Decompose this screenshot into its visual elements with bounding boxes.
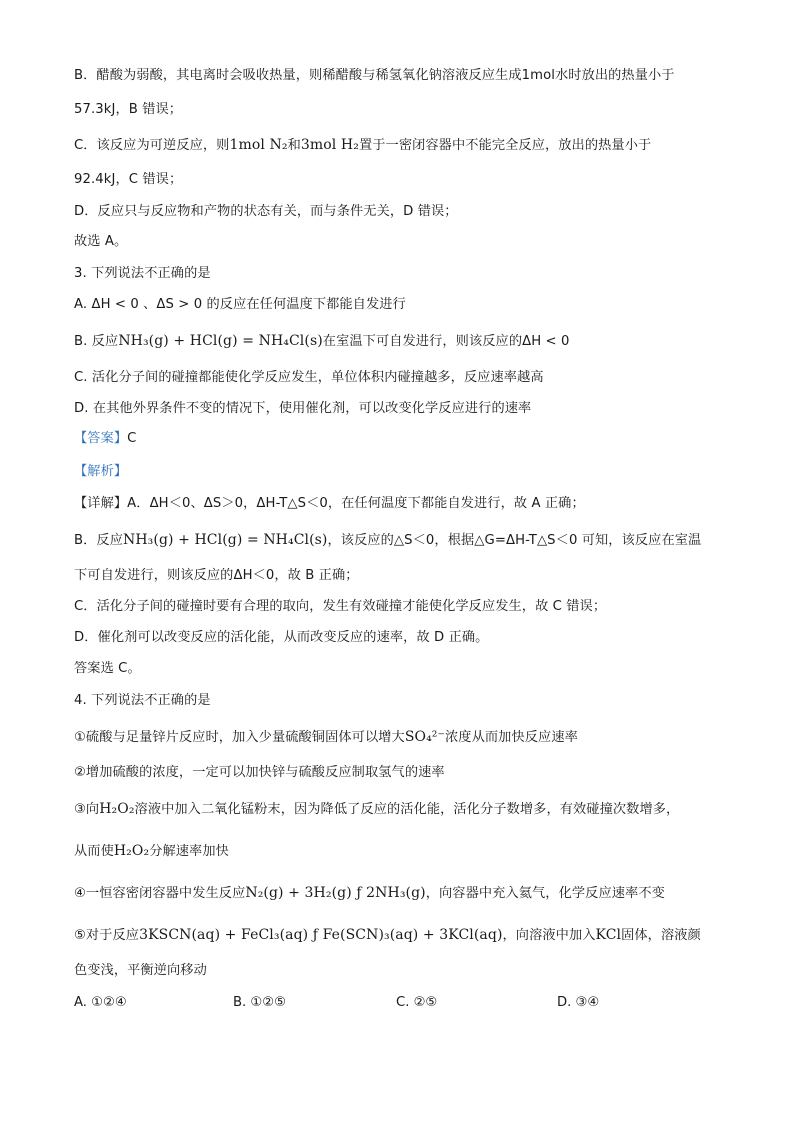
formula: SO₄²⁻ [404,729,446,745]
text-span: ①硫酸与足量锌片反应时，加入少量硫酸铜固体可以增大 [74,730,405,745]
formula: KCl [595,927,622,943]
question-4: 4. 下列说法不正确的是 [74,693,211,708]
statement-5-cont: 色变浅，平衡逆向移动 [74,963,207,978]
statement-3-cont [74,842,229,861]
formula: H₂O₂ [113,843,150,859]
text-span: 分解速率加快 [149,844,229,859]
text-span: ，该反应的△S＜0，根据△G=ΔH-T△S＜0 可知，该反应在室温 [327,533,702,548]
choice-d: D. ③④ [557,995,600,1010]
text-span: 置于一密闭容器中不能完全反应，放出的热量小于 [358,138,652,153]
question-3: 3. 下列说法不正确的是 [74,266,211,281]
text-line: 下可自发进行，则该反应的ΔH＜0，故 B 正确； [74,568,359,583]
answer-value: C [127,431,137,446]
answer-line [74,430,136,448]
analysis-line [74,463,127,481]
text-span: ⑤对于反应 [74,928,140,943]
text-line: 故选 A。 [74,234,128,249]
formula: NH₃(g) + HCl(g) = NH₄Cl(s) [118,333,323,349]
text-span: 固体，溶液颜 [621,928,701,943]
text-line: 答案选 C。 [74,661,141,676]
text-span: ③向 [74,802,100,817]
text-span: 溶液中加入二氧化锰粉末，因为降低了反应的活化能，活化分子数增多，有效碰撞次数增多， [134,802,680,817]
answer-tag: 【答案】 [74,431,128,446]
option-c: C. 活化分子间的碰撞都能使化学反应发生，单位体积内碰撞越多，反应速率越高 [74,370,544,385]
text-span: 在室温下可自发进行，则该反应的ΔH < 0 [322,334,570,349]
formula: H₂O₂ [99,801,135,817]
detail-line [74,495,585,513]
statement-3 [74,800,679,819]
text-line: 57.3kJ，B 错误； [74,102,183,117]
option-b [74,332,569,351]
formula: 3mol H₂ [300,137,359,153]
choice-a: A. ①②④ [74,995,127,1010]
text-span: B. 反应 [74,334,119,349]
text-span: C．该反应为可逆反应，则 [74,138,230,153]
formula: N₂(g) + 3H₂(g) ƒ 2NH₃(g) [245,885,426,901]
text-span: ，向容器中充入氦气，化学反应速率不变 [425,886,665,901]
text-line: C．活化分子间的碰撞时要有合理的取向，发生有效碰撞才能使化学反应发生，故 C 错误； [74,599,607,614]
statement-4 [74,884,665,903]
text-line [74,136,651,155]
text-span: A．ΔH＜0、ΔS＞0，ΔH-T△S＜0，在任何温度下都能自发进行，故 A 正确； [127,496,585,511]
text-span: 浓度从而加快反应速率 [445,730,578,745]
text-span: ，向溶液中加入 [502,928,596,943]
text-span: 和 [287,138,301,153]
text-line: B．醋酸为弱酸，其电离时会吸收热量，则稀醋酸与稀氢氧化钠溶液反应生成1mol水时放出的热量小于 [74,68,675,83]
option-a: A. ΔH < 0 、ΔS > 0 的反应在任何温度下都能自发进行 [74,297,406,312]
statement-5 [74,926,701,945]
text-span: B．反应 [74,533,124,548]
choice-c: C. ②⑤ [396,995,438,1010]
option-d: D. 在其他外界条件不变的情况下，使用催化剂，可以改变化学反应进行的速率 [74,401,532,416]
statement-1 [74,728,578,747]
text-line: D．反应只与反应物和产物的状态有关，而与条件无关，D 错误； [74,204,458,219]
statement-2: ②增加硫酸的浓度，一定可以加快锌与硫酸反应制取氢气的速率 [74,765,445,780]
formula: 3KSCN(aq) + FeCl₃(aq) ƒ Fe(SCN)₃(aq) + 3KCl(aq) [139,927,503,943]
text-span: 从而使 [74,844,114,859]
formula: 1mol N₂ [229,137,288,153]
choice-b: B. ①②⑤ [233,995,286,1010]
text-line: 92.4kJ，C 错误； [74,172,183,187]
text-line: D．催化剂可以改变反应的活化能，从而改变反应的速率，故 D 正确。 [74,630,489,645]
text-span: ④一恒容密闭容器中发生反应 [74,886,246,901]
formula: NH₃(g) + HCl(g) = NH₄Cl(s) [123,532,328,548]
text-line [74,531,701,550]
detail-tag: 【详解】 [74,496,128,511]
analysis-tag: 【解析】 [74,464,128,479]
